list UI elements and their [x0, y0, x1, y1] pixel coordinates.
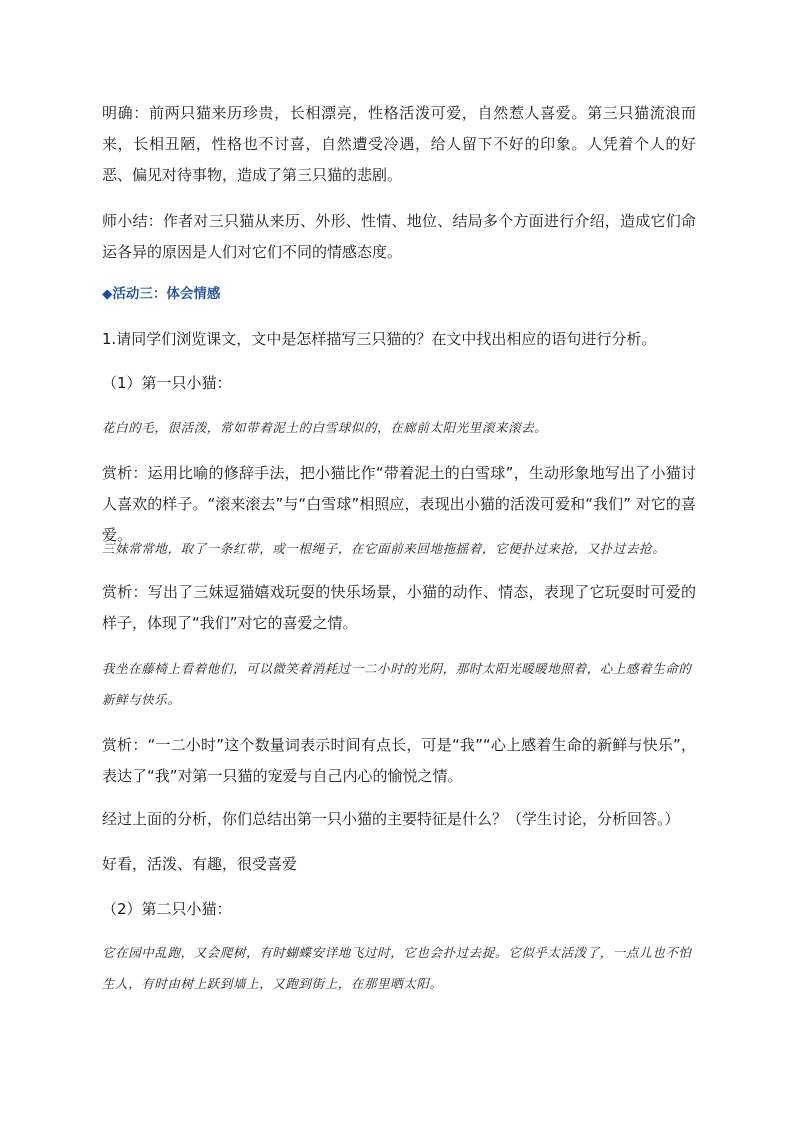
paragraph-appreciation-2: 赏析：写出了三妹逗猫嬉戏玩耍的快乐场景，小猫的动作、情态，表现了它玩耍时可爱的样子，体现了“我们”对它的喜爱之情。: [102, 583, 696, 632]
paragraph-clarification: 明确：前两只猫来历珍贵，长相漂亮，性格活泼可爱，自然惹人喜爱。第三只猫流浪而来，长相丑陋，性格也不讨喜，自然遭受冷遇，给人留下不好的印象。人凭着个人的好恶、偏见对待事物，造成了第三只猫的悲剧。: [102, 104, 696, 184]
paragraph-summary-question: 经过上面的分析，你们总结出第一只小猫的主要特征是什么？（学生讨论，分析回答。）: [102, 810, 680, 828]
quote-second-kitten-1: 它在园中乱跑，又会爬树，有时蝴蝶安详地飞过时，它也会扑过去捉。它似乎太活泼了，一点儿也不怕生人，有时由树上跃到墙上，又跑到街上，在那里晒太阳。: [102, 945, 692, 991]
paragraph-first-kitten-label: （1）第一只小猫：: [102, 374, 232, 392]
paragraph-appreciation-1: 赏析：运用比喻的修辞手法，把小猫比作“带着泥土的白雪球”，生动形象地写出了小猫讨人喜欢的样子。“滚来滚去”与“白雪球”相照应，表现出小猫的活泼可爱和“我们” 对它的喜爱。: [102, 464, 696, 544]
paragraph-second-kitten-label: （2）第二只小猫：: [102, 900, 232, 918]
quote-first-kitten-1: 花白的毛，很活泼，常如带着泥土的白雪球似的，在廊前太阳光里滚来滚去。: [102, 420, 548, 435]
paragraph-teacher-summary: 师小结：作者对三只猫从来历、外形、性情、地位、结局多个方面进行介绍，造成它们命运各异的原因是人们对它们不同的情感态度。: [102, 212, 696, 261]
quote-first-kitten-3: 我坐在藤椅上看着他们，可以微笑着消耗过一二小时的光阴，那时太阳光暖暖地照着，心上感着生命的新鲜与快乐。: [102, 661, 692, 707]
section-heading-activity-three: ◆活动三：体会情感: [102, 286, 221, 302]
paragraph-question-1: 1.请同学们浏览课文，文中是怎样描写三只猫的？在文中找出相应的语句进行分析。: [102, 330, 657, 348]
quote-first-kitten-2: 三妹常常地，取了一条红带，或一根绳子，在它面前来回地拖摇着，它便扑过来抢，又扑过去抢。: [102, 541, 666, 556]
paragraph-appreciation-3: 赏析：“一二小时”这个数量词表示时间有点长，可是“我”“心上感着生命的新鲜与快乐”，表达了“我”对第一只猫的宠爱与自己内心的愉悦之情。: [102, 736, 696, 785]
paragraph-summary-answer: 好看，活泼、有趣，很受喜爱: [102, 855, 298, 873]
